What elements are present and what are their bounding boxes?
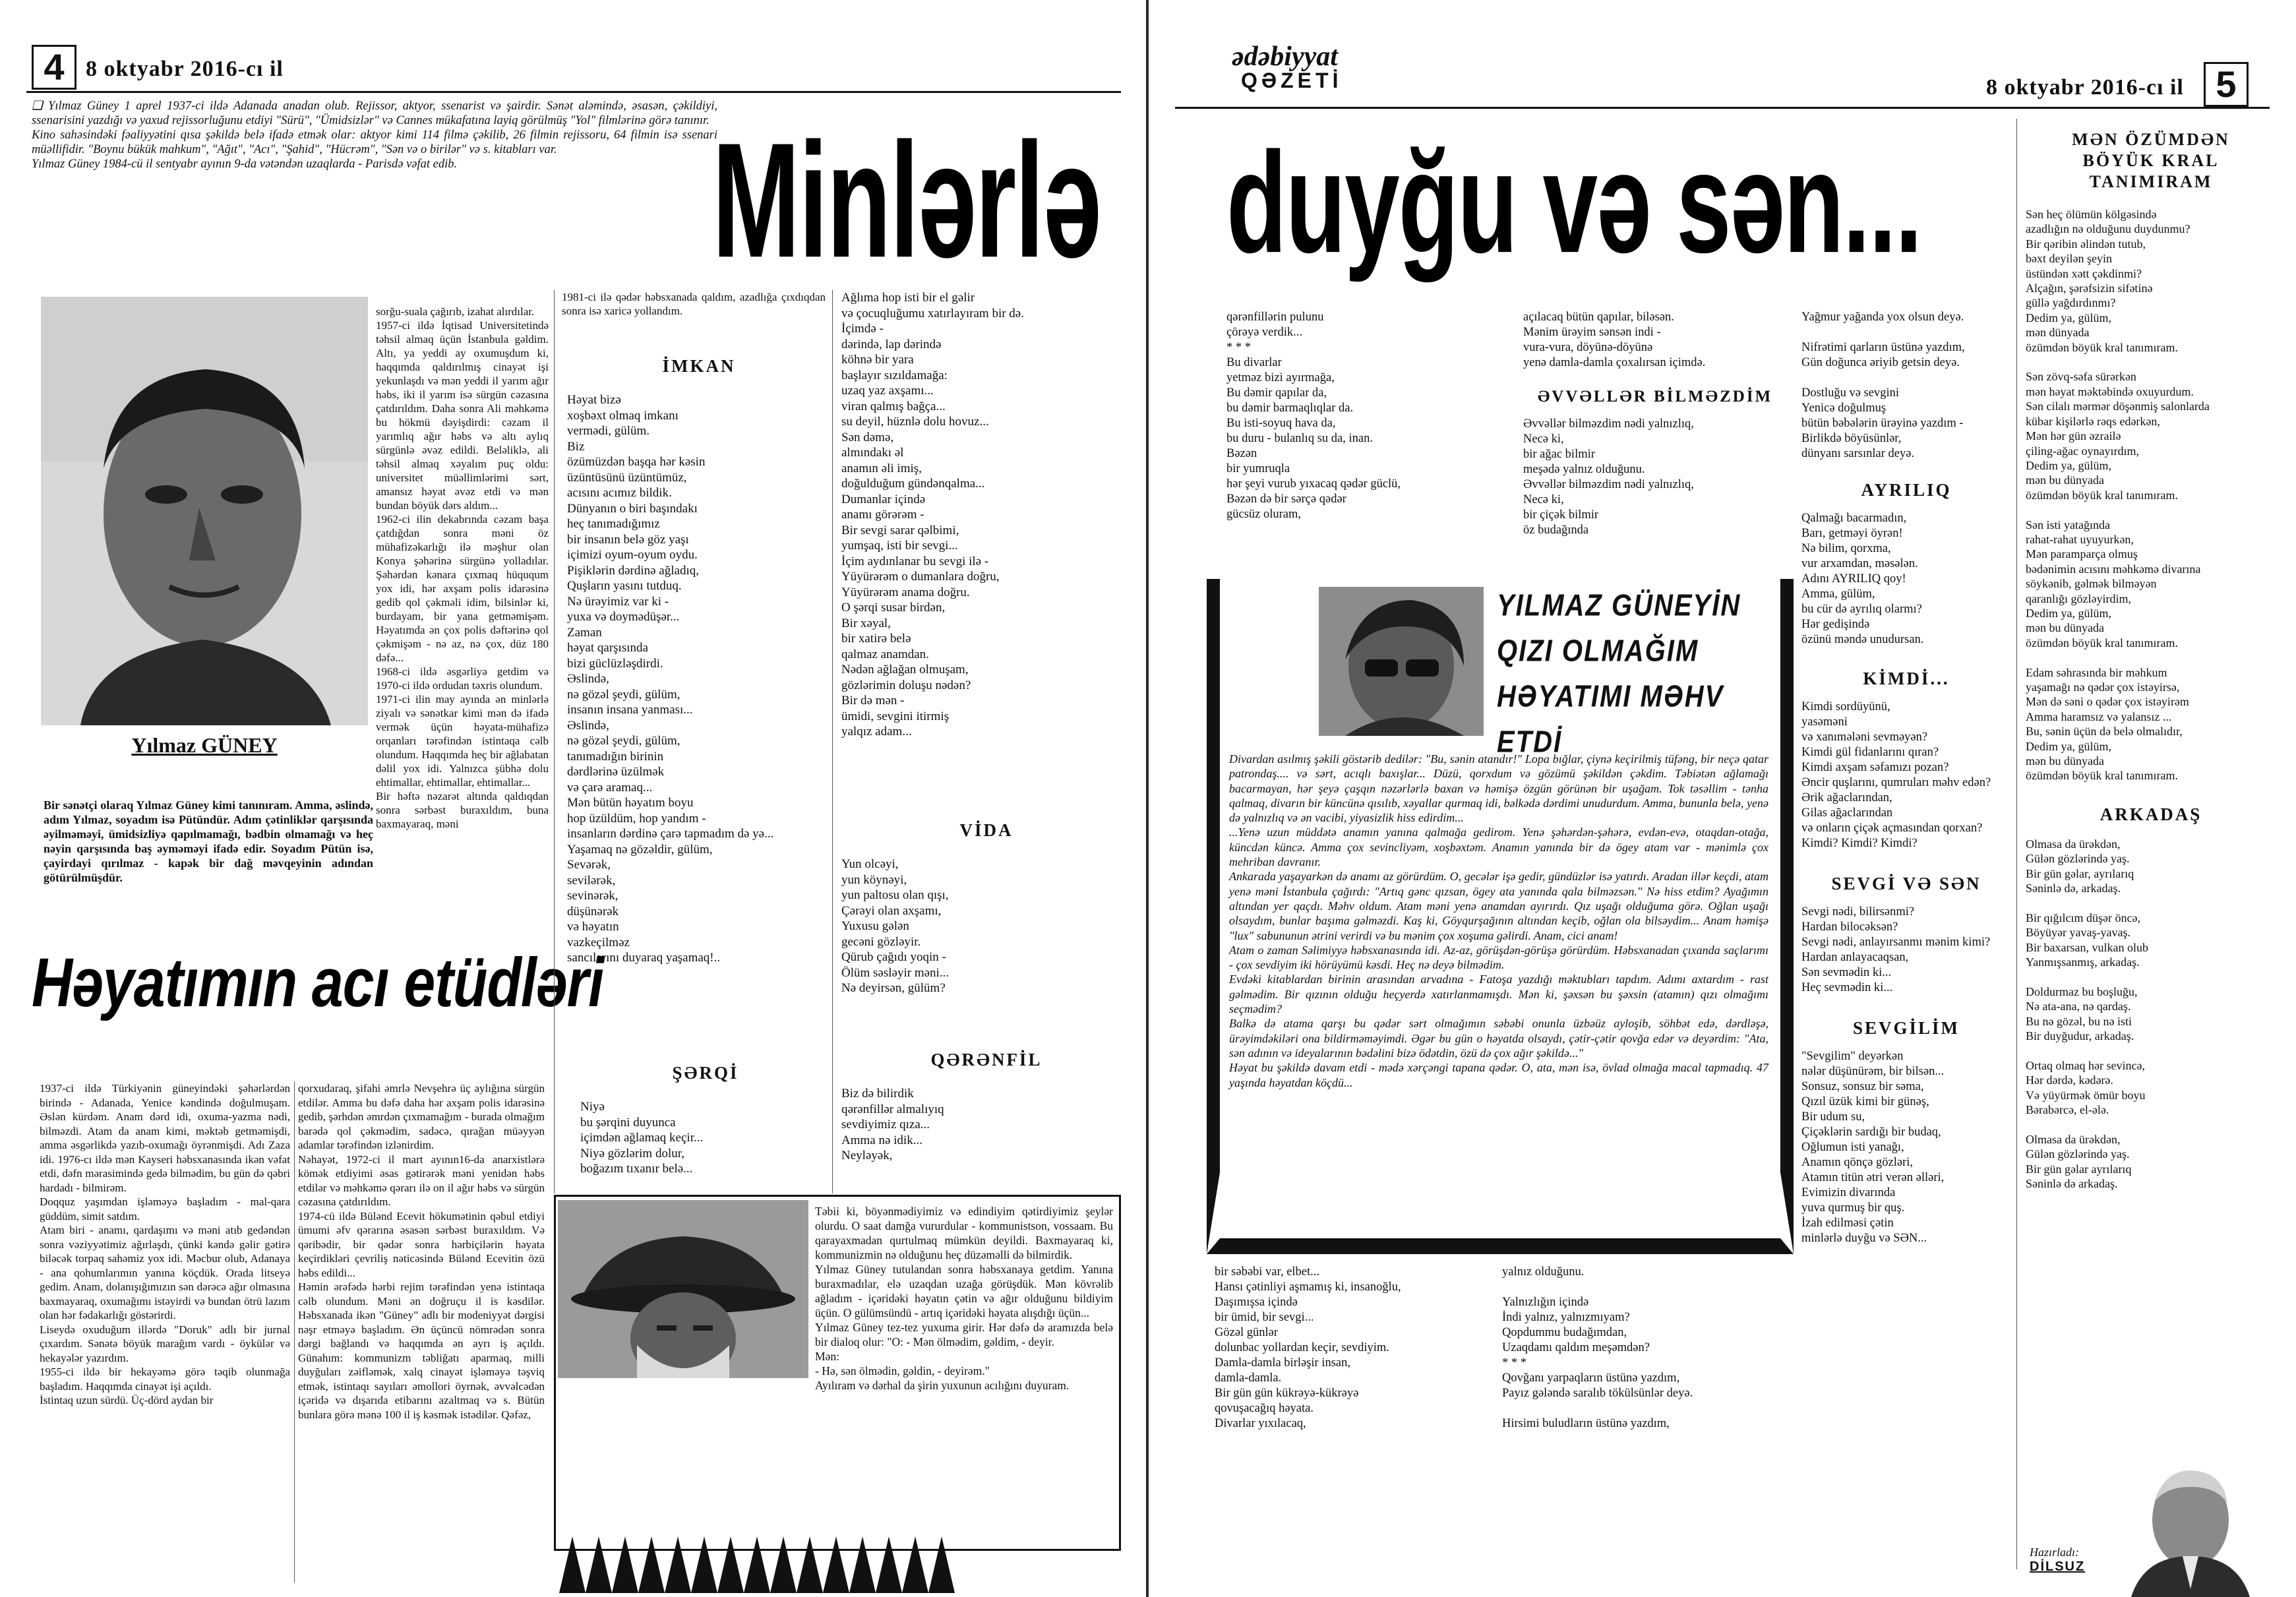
poem-text: Niyə bu şərqini duyunca içimdən ağlamaq keçir... Niyə gözlərim dolur, boğazım tıxanır belə... — [580, 1100, 704, 1176]
main-title-right: duyğu və sən... — [1226, 121, 1921, 283]
poem-title-ayriliq: AYRILIQ — [1861, 480, 1952, 500]
page-number-box: 4 — [32, 45, 76, 90]
lead-paragraph-text: Bir sənətçi olaraq Yılmaz Güney kimi tanınıram. Amma, əslində, adım Yılmaz, soyadım isə Pütündür. Adım çətinliklər qarşısında əyilməməyi, ümidsizliyə qapılmamağı, bədbin olmamağı və heç nəyin qarşısında baş əyməməyi ifadə edir. Soyadım Pütün isə, çayirdayi qırılmaz - kapək bir dağ məvqeyinin adından götürülmüşdür. — [44, 798, 373, 884]
photo-woman-sunglasses — [1319, 587, 1484, 736]
newspaper-logo — [1232, 44, 1403, 91]
poem-title-kimdi: KİMDİ... — [1863, 669, 1950, 688]
poem-text: Yun olcəyi, yun köynəyi, yun paltosu olan qışı, Çərəyi olan axşamı, Yuxusu gələn gecəni gözləyir. Qürub çağıdı yoqin - Ölüm səsləyir məni... Nə deyirsən, gülüm? — [841, 857, 950, 995]
poem-text-kral: Sən heç ölümün kölgəsində azadlığın nə olduğunu duydunmu? Bir qəribin əlindən tutub, bəxt deyilən şeyin üstündən xətt çəkdinmi? Alçağın, şərəfsizin sifətinə güllə yağdırdınmı? Dedim ya, gülüm, mən dünyada özümdən böyük kral tanımıram. Sən zövq-səfa sürərkən mən həyat məktəbində oxuyurdum. Sən cilalı mərmər döşənmiş salonlarda kübar kişilərlə rəqs edərkən, Mən hər gün əzrailə çiling-ağac oynayırdım, Dedim ya, gülüm, mən bu dünyada özümdən böyük kral tanımıram. Sən isti yatağında rahat-rahat uyuyurkən, Mən paramparça olmuş bədənimin acısını məhkəmə divarına söykənib, gəlmək bilməyən qaranlığı gözləyirdim, Dedim ya, gülüm, mən bu dünyada özümdən böyük kral tanımıram. Edam səhrasında bir məhkum yaşamağı nə qədər çox istəyirsə, Mən də səni o qədər çox istəyirəm Amma haramsız və yalansız ... Bu, sənin üçün də belə olmalıdır, Dedim ya, gülüm, mən bu dünyada özümdən böyük kral tanımıram. — [2026, 208, 2210, 783]
poem-title: ŞƏRQİ — [672, 1063, 739, 1083]
prepared-by — [2030, 1546, 2122, 1575]
page-number-box: 5 — [2204, 62, 2249, 107]
right-bottom-mid-poem: yalnız olduğunu. Yalnızlığın içində İndi yalnız, yalnızmıyam? Qopdummu budağımdan, Uzaqdamı qaldım meşəmdən? * * * Qovğanı yarpaqların üstünə yazdım, Payız gələndə saralıb tökülsünlər deyə. Hirsimi buludların üstünə yazdım, — [1502, 1265, 1693, 1430]
prepared-label: Hazırladı: — [2030, 1546, 2080, 1559]
feature-box — [1207, 579, 1794, 1254]
poem-title-sevgi-ve-sen: SEVGİ VƏ SƏN — [1831, 874, 1981, 893]
lead-dropcap-paragraph — [44, 798, 373, 885]
header-rule — [1175, 107, 2270, 109]
poem-imkan — [567, 356, 831, 966]
column-divider — [2016, 119, 2017, 1569]
logo-line-1: ədəbiyyat — [1232, 42, 1338, 72]
article-bottom-column-1: 1937-ci ildə Türkiyənin güneyindəki şəhərlərdən birində - Adanada, Yenice kəndində doğulmuşam. Əslən kürdəm. Anam dərd idi, oxuma-yazma nədi, bilməzdi. Atam da anam kimi, məktəb getməmişdi, amma əsgərlikdə yazıb-oxumağı öyrənmişdi. Adı Zaza idi. 1976-cı ildə mən Kayseri həbsxanasında ikən vəfat etdi, dəfn mərasimində gedə bilmədim, bu gün də qəbri hardadı - bilmirəm. Doqquz yaşımdan işləməyə başladım - mal-qara güddüm, simit satdım. Atam biri - anamı, qardaşımı və məni atıb gedəndən sonra vəziyyətimiz ağırlaşdı, çünki kəndə gəlir gətirə biləcək torpaq sahəmiz yox idi. Məcbur olub, Adanaya - ana qohumlarımın yanına köçdük. Orada litseyə gedim. Anam, dolanışığımızın sən dərəcə ağır olmasına baxmayaraq, oxumağımı istəyirdi və bundan ötrü lazım olan hər fədakarlığı göstərirdi. Liseydə oxuduğum illərdə "Doruk" adlı bir jurnal çıxardım. Sənətə böyük marağım vardı - öykülər və hekayələr yazırdım. 1955-ci ildə bir hekayəmə görə təqib olunmağa başladım. Haqqımda cinayət işi açıldı. İstintaq uzun sürdü. Üç-dörd aydan bir — [40, 1082, 290, 1406]
logo-line-2: QƏZETİ — [1241, 69, 1343, 92]
right-bottom-left-poem: bir səbəbi var, elbet... Hansı çətinliyi aşmamış ki, insanoğlu, Daşımışsa içində bir ümid, bir sevgi... Gözəl günlər dolunbac yollardan keçir, sevdiyim. Damla-damla birləşir insan, damla-damla. Bir gün gün kükrəyə-kükrəyə qovuşacağıq həyata. Divarlar yıxılacaq, — [1215, 1265, 1401, 1430]
intro-paragraph: ❑ Yılmaz Güney 1 aprel 1937-ci ildə Adanada anadan olub. Rejissor, aktyor, ssenarist və şairdir. Sənət aləmində, əsasən, çəkildiyi, ssenarisini yazdığı və yaxud rejissorluğunu etdiyi "Sürü", "Ümidsizlər" və Cannes mükafatına layiq görülmüş "Yol" filmlərinə görə tanınır. Kino sahəsindəki fəaliyyətini qısa şəkildə belə ifadə etmək olar: aktyor kimi 114 filmə çəkilib, 26 filmin rejissoru, 64 filmin isə ssenari müəllifidir. "Boynu bükük mahkum", "Ağıt", "Acı", "Şahid", "Hücrəm", "Sən və o birilər" və s. kitabları var. Yılmaz Güney 1984-cü il sentyabr ayının 9-da vətəndən uzaqlarda - Parisdə vəfat edib. — [32, 100, 717, 171]
issue-date: 8 oktyabr 2016-cı il — [1986, 75, 2184, 100]
right-col2 — [1523, 310, 1787, 538]
right-col3 — [1801, 310, 2011, 1246]
poem-text-arkadas: Olmasa da ürəkdən, Gülən gözlərində yaş. Bir gün gəlar, ayrılarıq Səninlə də, arkadaş. Bir qığılcım düşər öncə, Böyüyər yavaş-yavaş. Bir baxarsan, vulkan olub Yanmışsanmış, arkadaş. Doldurmaz bu boşluğu, Nə ata-ana, nə qardaş. Bu nə gözəl, bu nə isti Bir duyğudur, arkadaş. Ortaq olmaq hər sevincə, Hər dərdə, kədərə. Və yüyürmək ömür boyu Bərabərcə, el-ələ. Olmasa da ürəkdən, Gülən gözlərində yaş. Bir gün gəlar ayrılarıq Səninlə də arkadaş. — [2026, 837, 2148, 1191]
article-column-2-top: 1981-ci ilə qədər həbsxanada qaldım, azadlığa çıxdıqdan sonra isə xaricə yollandım. — [562, 291, 826, 317]
poem-text: Yağmur yağanda yox olsun deyə. Nifrətimi qarların üstünə yazdım, Gün doğunca əriyib getsin deyə. Dostluğu və sevgini Yenicə doğulmuş bütün bəbələrin ürəyinə yazdım - Birlikdə böyüsünlər, dünyanı sarsınlar deyə. — [1801, 311, 1965, 460]
column-divider — [554, 290, 555, 1193]
zigzag-ornament — [559, 1530, 968, 1593]
poem-title: QƏRƏNFİL — [930, 1050, 1042, 1070]
author-portrait-photo — [2125, 1457, 2256, 1597]
newspaper-page-5 — [1149, 0, 2296, 1597]
poem-sherqi — [580, 1063, 831, 1177]
poem-text-kimdi: Kimdi sordüyünü, yasəməni və xanımələni sevməyən? Kimdi gül fidanlarını qıran? Kimdi axşam səfamızı pozan? Əncir quşlarını, qumruları məhv edən? Ərik ağaclarından, Gilas ağaclarından və onların çiçək açmasından qorxan? Kimdi? Kimdi? Kimdi? — [1801, 700, 1991, 850]
feature-text: Divardan asılmış şəkili göstərib dedilər: "Bu, sənin atandır!" Lopa bığlar, çiynə keçirilmiş tüfəng, bir neçə qatar patrondaş.... və sərt, acıqlı baxışlar... Düzü, qorxdum və gözümü şəkildən çəkdim. Təbiətən ağlamağı bacarmayan, hər şeyə çaşqın nəzərlərlə baxan və həmişə özgün görünən bir uşağam. Tok təsəllim - tənha qalmaq, divarın bir küncünə qısılıb, xəyallar qurmaq idi, bəlkədə dərdimi unudurdum. Amma, bununla belə, yenə də yalnızlıq və ən vacibi, yiyasizlik hiss edirdim... ...Yenə uzun müddətə anamın yanına qalmağa gedirom. Yenə şəhərdən-şəhərə, evdən-evə, otaqdan-otağa, küncdən küncə. Amma çox sevincliyəm, xoşbəxtəm. Anamın yanında bir də ögey atam var - mənimlə çox mehriban davranır. Ankarada yaşayarkən də anamı az görürdüm. O, gecələr işə gedir, gündüzlər isə yatırdı. Aradan illər keçdi, atam yenə məni İstanbula çağırdı: "Artıq gənc qızsan, ögey ata yanında qala bilməzsən." Nə hiss etdim? Ayağımın altından yer qaçdı. Məhv oldum. Atam məni yenə anamdan ayırırdı. Qız uşağı olduğuma görə. Oğlan uşağı olsaydım, bunlar başıma gəlməzdi. Kaş ki, Göyqurşağının altından keçib, oğlan ola bilsəydim... Anam həmişə "lux" sabununun ətrini verirdi və bu mənim çox xoşuma gəlirdi. Anam, cici anam! Atam o zaman Səlimiyyə həbsxanasında idi. Az-az, görüşdən-görüşə görürdüm. Həbsxanadan çıxanda saçlarımı - çox sevdiyim iki hörüyümü kəsdi. Heç nə deyə bilmədim. Evdəki kitablardan birinin arasından arvadına - Fatoşa yazdığı məktubları tapdım. Adımı axtardım - rast gəlmədim. Bir qızının olduğu heçyerdə xatırlanmamışdı. Mən ki, şəxsən bu şəxsin (atamın) qızı olmağımı seçmədim? Balkə də atama qarşı bu qədər sərt olmağımın səbəbi onunla üzbəüz ayloşib, söhbət edə, dərdləşə, ürəyimdəkiləri ona bildirməməyimdi. Əgər bu gün o həyatda olsaydı, çətir-çətir qovğa edər və deyərdim: "Ata, sən adının və ideyalarının bədəlini bizə ödətdin, özü də çox ağır şəkildə..." Həyat bu şəkildə davam etdi - mədə xərçəngi tapana qədər. O, ata, mən isə, övlad olmağa macal tapmadıq. 47 yaşında həyatdan köçdü... — [1229, 752, 1768, 1089]
poem-text: Biz də bilirdik qərənfillər almalıyıq sevdiyimiz qıza... Amma nə idik... Neyləyək, — [841, 1087, 944, 1162]
article-column-1: sorğu-suala çağırıb, izahat alırdılar. 1957-ci ildə İqtisad Universitetində təhsil almaq üçün İstanbula gəldim. Altı, ya yeddi ay oxumuşdum ki, haqqımda qaldırılmış cinayət işi yekunlaşdı və mən yeddi il yarım ağır həbs, iki il yarım isə sürgün cəzasına çatdırıldım. Daha sonra Ali məhkəmə bu hökmü dəyişdirdi: cəzam il yarımlıq ağır həbs və altı aylıq sürgünlə əvəz edildi. Beləliklə, ali təhsil almaq xəyalım puç oldu: universitet müəllimlərimi sərt, amansız həyat əvəz etdi və mən bundan böyük dərs aldım... 1962-ci ilin dekabrında cəzam başa çatdığdan sonra məni öz mühafizəkarlığı ilə məşhur olan Konya şəhərinə sürgünə yolladılar. Şəhərdən kənara çıxmaq hüququm yox idi, hər axşam polis idarəsinə gedib qol çəkməli idim, bilsinlər ki, burdayam, bir yana getməmişəm. Həyatımda ən çox polis dəftərinə qol çəkmişəm - nə az, nə çox, düz 180 dəfə... 1968-ci ildə əsgərliyə getdim və 1970-ci ildə ordudan təxris olundum. 1971-ci ilin may ayında ən minlərlə ziyalı və sənətkar kimi mən də ifadə vermək üçün həyata-mühafizə orqanları tərəfindən istintaqa cəlb olundum. Haqqımda heç bir ağlabatan dəlil yox idi. Yalnızca şübhə dolu ehtimallar, ehtimallar, ehtimallar... Bir həftə nəzarət altında qaldıqdan sonra sərbəst buraxıldım, buna baxmayaraq, məni — [376, 305, 549, 830]
article-bottom-column-3: Təbii ki, böyənmədiyimiz və edindiyim qətirdiyimiz şeylər olurdu. O saat damğa vururdular - kommunistson, vossaam. Bu qarayaxmadan qurtulmaq mümkün deyildi. Baxmayaraq ki, kommunizmin nə olduğunu heç düzəməlli də bilmirdik. Yılmaz Güney tutulandan sonra həbsxanaya getdim. Yanına buraxmadılar, elə uzaqdan uzağa görüşdük. Mən kövrəlib ağladım - içəridəki həyatın çətin və ağır olduğunu bildiyim üçün. O gülümsündü - artıq içəridəki həyata alışdığı üçün... Yılmaz Güney tez-tez yuxuma girir. Hər dəfə də aramızda belə bir dialoq olur: "O: - Mən ölmədim, gəldim, - deyir. Mən: - Hə, sən ölmədin, gəldin, - deyirəm." Ayılıram və dərhal da şirin yuxunun acılığını duyuram. — [815, 1205, 1113, 1392]
right-col1-poem: qərənfillərin pulunu çörəyə verdik... * * * Bu divarlar yetməz bizi ayırmağa, Bu dəmir qapılar da, bu dəmir barmaqlıqlar da. Bu isti-soyuq hava da, bu duru - bulanlıq su da, inan. Bəzən bir yumruqla hər şeyi vurub yıxacaq qədər güclü, Bəzən də bir sərçə qədər gücsüz oluram, — [1226, 311, 1401, 521]
main-title-left: Minlərlə — [712, 108, 1101, 291]
poem-qerenfil — [841, 1050, 1132, 1164]
poem-text-ayriliq: Qalmağı bacarmadın, Barı, getməyi öyrən! Nə bilim, qorxma, vur arxamdan, məsələn. Adını AYRILIQ qoy! Amma, gülüm, bu cür də ayrılıq olarmı? Hər gedişində özünü məndə unudursan. — [1801, 512, 1924, 646]
poem-title-kral: MƏN ÖZÜMDƏN BÖYÜK KRAL TANIMIRAM — [2072, 130, 2230, 191]
poem-title-evveller: ƏVVƏLLƏR BİLMƏZDİM — [1537, 388, 1773, 406]
poem-text-sevgi-ve-sen: Sevgi nədi, bilirsənmi? Hardan bilocəksən? Sevgi nədi, anlayırsanmı mənim kimi? Hardan anlayacaqsan, Sən sevmədin ki... Heç sevmədin ki... — [1801, 905, 1991, 994]
poem-title-arkadas: ARKADAŞ — [2100, 804, 2202, 824]
poem-text: açılacaq bütün qapılar, biləsən. Mənim ürəyim sənsən indi - vura-vura, döyünə-döyünə yenə damla-damla çoxalırsan içimdə. — [1523, 311, 1706, 369]
poem-title-sevgilim: SEVGİLİM — [1852, 1018, 1960, 1038]
portrait-photo-yilmaz-guney — [41, 297, 368, 725]
right-col4 — [2026, 129, 2276, 1191]
newspaper-page-4 — [0, 0, 1147, 1597]
header-rule — [26, 91, 1121, 93]
column-divider — [294, 1081, 295, 1582]
column-divider — [832, 290, 833, 1193]
feature-title: YILMAZ GÜNEYİN QIZI OLMAĞIM HƏYATIMI MƏHV ETDİ — [1497, 589, 1741, 759]
article-bottom-column-2: qorxudaraq, şifahi əmrlə Nevşehrə üç aylığına sürgün etdilər. Amma bu dəfə daha hər axşam polis idarəsinə gedib, şərhdən əmrdən çıxmamağım - burada olmağım barədə qol çəkmədim, sadəcə, qırağan müəyyən adamlar tərəfindən izlənirdim. Nəhayət, 1972-ci il mart ayının16-da anarxistlərə kömək etdiyimi əsas gətirərək məni yenidən həbs etdilər və məhkəmə qərarı ilə on il ağır həbs və sürgün cəzasına çatdırıldım. 1974-cü ildə Bülənd Ecevit hökumətinin qəbul etdiyi ümumi əfv qərarına əsasən sərbəst buraxıldım. Və qəribədir, bir qədər sonra hərbiçilərin həyata keçirdikləri çevriliş nəticəsində Bülənd Ecevitin özü həbs edildi... Həmin ərəfədə hərbi rejim tərəfindən yenə istintaqa cəlb olundum. Məni ən doğruçu il is kəsdilər. Həbsxanada ikən "Güney" adlı bir modeniyyət dərgisi nəşr etməyə başladım. Ən üçüncü nömrədən sonra dərgi bağlandı və haqqımda ən ayrı iş açıldı. Günahım: kommunizm təbliğatı aparmaq, milli duyğuları zəifləmək, xalq cinayət işləməyə təşviq etmək, istintaqı sayıları əmollori öyrnək, əvvəlcədən içəridə və dışarıda etibarını azaltmaq və s. Bütün bunlara görə mənə 100 il iş kəsmək istədilər. Qəfəz, — [298, 1082, 545, 1421]
poem-childhood — [841, 290, 1132, 740]
subtitle-banner: Həyatımın acı etüdləri — [32, 944, 603, 1022]
prepared-name: DİLSUZ — [2030, 1559, 2086, 1574]
poem-text-evveller: Əvvəllər bilməzdim nədi yalnızlıq, Necə ki, bir ağac bilmir meşədə yalnız olduğunu. Əvvəllər bilməzdim nədi yalnızlıq, Necə ki, bir çiçək bilmir öz budağında — [1523, 417, 1694, 537]
poem-title: VİDA — [959, 820, 1013, 840]
poem-text: Həyat bizə xoşbəxt olmaq imkanı vermədi, gülüm. Biz özümüzdən başqa hər kəsin üzüntüsünü üzüntümüz, acısını acımız bildik. Dünyanın o biri başındakı heç tanımadığımız bir insanın belə göz yaşı içimizi oyum-oyum oydu. Pişiklərin dərdinə ağladıq, Quşların yasını tutduq. Nə ürəyimiz var ki - yuxa və doymədüşər... Zaman həyat qarşısında bizi güclüzləşdirdi. Əslində, nə gözəl şeydi, gülüm, insanın insana yanması... Əslində, nə gözəl şeydi, gülüm, tanımadığın birinin dərdlərinə üzülmək və çarə aramaq... Mən bütün həyatım boyu hop üzüldüm, hop yandım - insanların dərdinə çarə tapmadım də yə... Yaşamaq nə gözəldir, gülüm, Sevərək, sevilərək, sevinərək, düşünərək və həyatın vazkeçilməz sancılarını duyaraq yaşamaq!.. — [567, 393, 774, 965]
poem-vida — [841, 820, 1132, 996]
poem-title: İMKAN — [662, 356, 736, 376]
portrait-caption: Yılmaz GÜNEY — [131, 733, 278, 757]
poem-text: Ağlıma hop isti bir el gəlir və çocuqluğumu xatırlayıram bir də. İçimdə - dərində, lap dərində köhnə bir yara başlayır sızıldamağa: uzaq yaz axşamı... viran qalmış bağça... su deyil, hüznlə dolu hovuz... Sən dəmə, almındakı əl anamın əli imiş, doğulduğum gündənqalma... Dumanlar içində anamı görərəm - Bir sevgi sarar qəlbimi, yumşaq, isti bir sevgi... İçim aydınlanar bu sevgi ilə - Yüyürərəm o dumanlara doğru, Yüyürərəm anama doğru. O şərqi susar birdən, Bir xəyal, bir xatirə belə qalmaz anamdan. Nədən ağlağan olmuşam, gözlərimin doluşu nədən? Bir də mən - ümidi, sevgini itirmiş yalqız adam... — [841, 291, 1024, 738]
issue-date: 8 oktyabr 2016-cı il — [86, 57, 284, 81]
poem-text-sevgilim: "Sevgilim" deyərkən nələr düşünürəm, bir bilsən... Sonsuz, sonsuz bir səma, Qızıl üzük kimi bir günəş, Bir udum su, Çiçəklərin sardığı bir budaq, Oğlumun isti yanağı, Anamın qönçə gözləri, Atamın titün ətri verən əlləri, Evimizin divarında yuva qurmuş bir quş. İzah edilməsi çətin minlərlə duyğu və SƏN... — [1801, 1050, 1945, 1245]
